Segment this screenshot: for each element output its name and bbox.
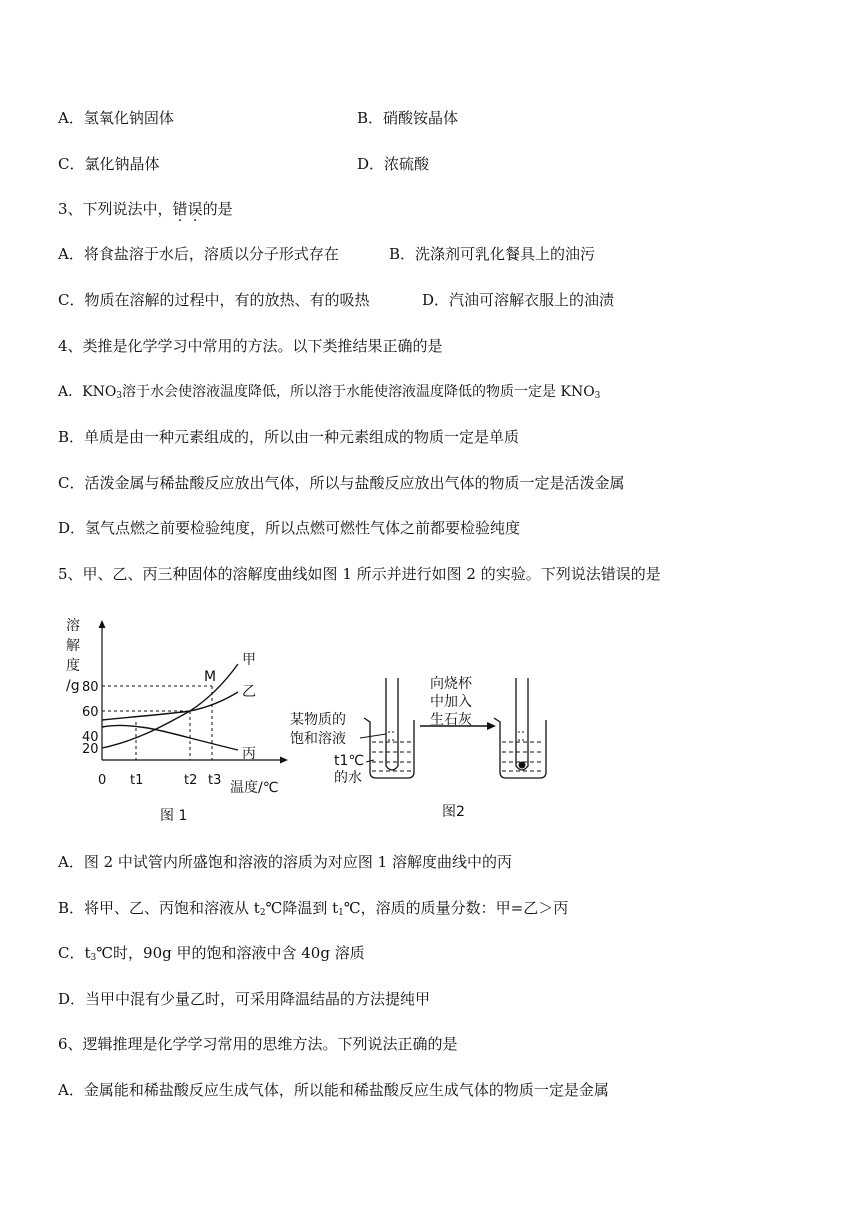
arrow-label-2: 中加入 bbox=[430, 694, 472, 710]
q5-option-b: B．将甲、乙、丙饱和溶液从 $t_2℃$降温到 $t_1℃$，溶质的质量分数：甲=乙＞丙 bbox=[58, 899, 569, 918]
figure-1-solubility-chart bbox=[60, 612, 300, 827]
arrow-label-1: 向烧杯 bbox=[430, 676, 472, 692]
y-axis-label-1: 溶 bbox=[66, 618, 80, 634]
fig2-left-label-2: 饱和溶液 bbox=[290, 731, 346, 747]
xtick-t2: t2 bbox=[184, 773, 198, 788]
y-axis-label-3: 度 bbox=[66, 658, 80, 674]
q3-option-c: C．物质在溶解的过程中，有的放热、有的吸热 bbox=[58, 291, 370, 309]
xtick-t3: t3 bbox=[208, 773, 222, 788]
q3-stem: 3、下列说法中，错误的是 bbox=[58, 200, 233, 218]
q5-option-c: C．$t_3℃$时，90g 甲的饱和溶液中含 40g 溶质 bbox=[58, 944, 365, 963]
ytick-80: 80 bbox=[82, 680, 99, 695]
q2-option-c: C．氯化钠晶体 bbox=[58, 155, 160, 173]
curve-bing bbox=[102, 725, 238, 750]
ytick-60: 60 bbox=[82, 705, 99, 720]
y-axis-label-4: /g bbox=[66, 678, 80, 694]
fig2-left-label-1: 某物质的 bbox=[290, 712, 346, 728]
q6-option-a: A．金属能和稀盐酸反应生成气体，所以能和稀盐酸反应生成气体的物质一定是金属 bbox=[58, 1081, 609, 1099]
q4-option-b: B．单质是由一种元素组成的，所以由一种元素组成的物质一定是单质 bbox=[58, 428, 520, 446]
q4-stem: 4、类推是化学学习中常用的方法。以下类推结果正确的是 bbox=[58, 337, 443, 355]
x-axis-arrow bbox=[280, 757, 288, 764]
q2-option-d: D．浓硫酸 bbox=[357, 155, 430, 173]
fig2-water-label-1: t1℃ bbox=[334, 753, 365, 769]
xtick-t1: t1 bbox=[130, 773, 144, 788]
q3-option-a: A．将食盐溶于水后，溶质以分子形式存在 bbox=[58, 245, 339, 263]
q3-option-d: D．汽油可溶解衣服上的油渍 bbox=[422, 291, 615, 309]
y-axis-label-2: 解 bbox=[66, 638, 80, 654]
figure-1-caption: 图 1 bbox=[160, 808, 188, 824]
q2-option-b: B．硝酸铵晶体 bbox=[357, 109, 459, 127]
q4-option-a: A．$KNO_3$溶于水会使溶液温度降低，所以溶于水能使溶液温度降低的物质一定是 $KNO_3$ bbox=[58, 384, 601, 401]
series-label-jia: 甲 bbox=[242, 652, 256, 668]
y-axis-arrow bbox=[99, 620, 106, 628]
q5-stem: 5、甲、乙、丙三种固体的溶解度曲线如图 1 所示并进行如图 2 的实验。下列说法错误的是 bbox=[58, 565, 661, 583]
test-tube-1 bbox=[386, 678, 398, 770]
point-m-label: M bbox=[204, 669, 217, 685]
q4-option-d: D．氢气点燃之前要检验纯度，所以点燃可燃性气体之前都要检验纯度 bbox=[58, 519, 521, 537]
curve-yi bbox=[102, 692, 238, 720]
q5-option-a: A．图 2 中试管内所盛饱和溶液的溶质为对应图 1 溶解度曲线中的丙 bbox=[58, 853, 512, 871]
q4-option-c: C．活泼金属与稀盐酸反应放出气体，所以与盐酸反应放出气体的物质一定是活泼金属 bbox=[58, 474, 625, 492]
arrow-label-3: 生石灰 bbox=[430, 712, 472, 728]
fig2-water-label-2: 的水 bbox=[334, 770, 362, 786]
x-axis-label: 温度/℃ bbox=[230, 780, 279, 796]
precipitate bbox=[519, 762, 526, 769]
q5-option-d: D．当甲中混有少量乙时，可采用降温结晶的方法提纯甲 bbox=[58, 990, 431, 1008]
q6-stem: 6、逻辑推理是化学学习常用的思维方法。下列说法正确的是 bbox=[58, 1035, 458, 1053]
series-label-bing: 丙 bbox=[242, 746, 256, 762]
curve-jia bbox=[102, 664, 238, 748]
figure-2-experiment bbox=[290, 668, 560, 828]
q2-option-a: A．氢氧化钠固体 bbox=[58, 109, 174, 127]
ytick-40: 40 bbox=[82, 730, 99, 745]
series-label-yi: 乙 bbox=[242, 684, 256, 700]
ytick-20: 20 bbox=[82, 742, 99, 757]
origin-label: 0 bbox=[98, 773, 107, 788]
test-tube-2 bbox=[516, 678, 528, 770]
figure-2-caption: 图2 bbox=[442, 804, 465, 820]
q3-option-b: B．洗涤剂可乳化餐具上的油污 bbox=[389, 245, 596, 263]
